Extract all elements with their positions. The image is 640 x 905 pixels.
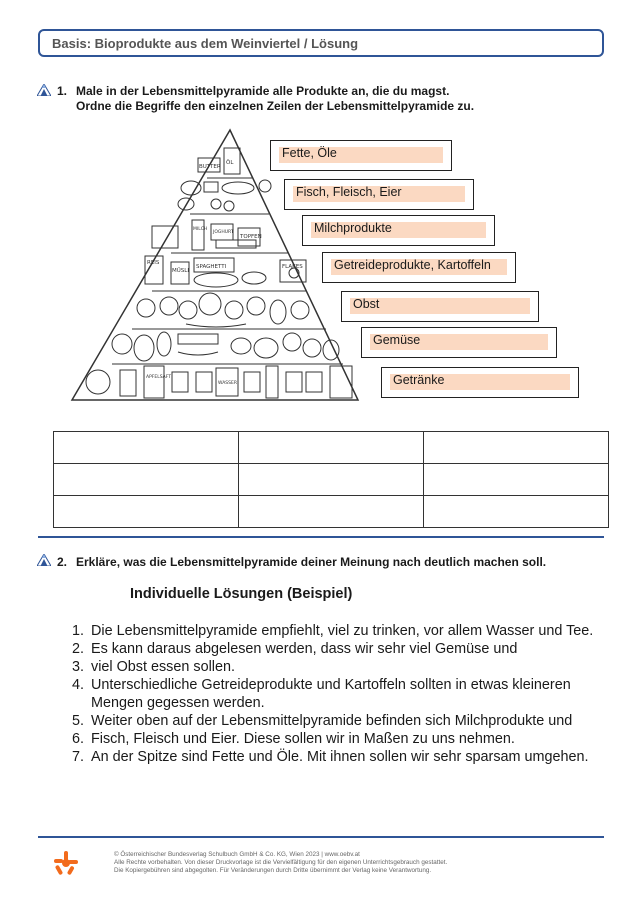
pyramid-label-grains xyxy=(322,252,516,283)
task1-number: 1. xyxy=(57,84,68,98)
triangle-level-icon xyxy=(37,84,51,96)
pyramid-word: WASSER xyxy=(218,381,237,386)
solution-list xyxy=(72,622,612,766)
pyramid-word: MÜSLI xyxy=(172,268,189,274)
list-item: 2. Es kann daraus abgelesen werden, dass wir sehr viel Gemüse und xyxy=(72,641,518,657)
pyramid-label-text: Fette, Öle xyxy=(282,146,337,160)
answer-cell[interactable] xyxy=(54,432,239,464)
list-item: 4. Unterschiedliche Getreideprodukte und Kartoffeln sollten in etwas kleineren Mengen gegessen werden. xyxy=(72,677,571,711)
pyramid-word: TOPFEN xyxy=(240,234,262,240)
pyramid-label-text: Getränke xyxy=(393,373,445,387)
pyramid-label-drinks xyxy=(381,367,579,398)
task2-instruction: Erkläre, was die Lebensmittelpyramide deiner Meinung nach deutlich machen soll. xyxy=(76,555,547,569)
answer-cell[interactable] xyxy=(239,464,424,496)
pyramid-word: FLAKES xyxy=(282,264,303,270)
list-item: 1. Die Lebensmittelpyramide empfiehlt, viel zu trinken, vor allem Wasser und Tee. xyxy=(72,623,594,639)
answer-cell[interactable] xyxy=(54,464,239,496)
pyramid-word: SPAGHETTI xyxy=(196,264,227,270)
pyramid-label-fats xyxy=(270,140,452,171)
pyramid-word: ÖL xyxy=(226,160,234,166)
pyramid-label-meat xyxy=(284,179,474,210)
pyramid-word: APFELSAFT xyxy=(146,375,172,380)
task1-instruction-1: Male in der Lebensmittelpyramide alle Produkte an, die du magst. xyxy=(76,84,450,98)
task1-instruction-2: Ordne die Begriffe den einzelnen Zeilen der Lebensmittelpyramide zu. xyxy=(76,99,475,113)
answer-cell[interactable] xyxy=(424,464,609,496)
pyramid-label-text: Fisch, Fleisch, Eier xyxy=(296,185,402,199)
list-item: 3. viel Obst essen sollen. xyxy=(72,659,235,675)
list-item: 7. An der Spitze sind Fette und Öle. Mit ihnen sollen wir sehr sparsam umgehen. xyxy=(72,749,589,765)
pyramid-label-text: Getreideprodukte, Kartoffeln xyxy=(334,258,491,272)
pyramid-label-dairy xyxy=(302,215,495,246)
answer-grid xyxy=(53,431,609,528)
answer-cell[interactable] xyxy=(239,432,424,464)
pyramid-word: JOGHURT xyxy=(213,230,234,235)
answer-cell[interactable] xyxy=(424,432,609,464)
header-box xyxy=(38,29,604,57)
list-item: 6. Fisch, Fleisch und Eier. Diese sollen wir in Maßen zu uns nehmen. xyxy=(72,731,515,747)
pyramid-label-vegetables xyxy=(361,327,557,358)
pyramid-label-text: Gemüse xyxy=(373,333,421,347)
publisher-logo-icon xyxy=(54,851,78,875)
task2-number: 2. xyxy=(57,555,68,569)
pyramid-word: BUTTER xyxy=(199,164,221,170)
list-item: 5. Weiter oben auf der Lebensmittelpyramide befinden sich Milchprodukte und xyxy=(72,713,573,729)
copyright-notice: © Österreichischer Bundesverlag Schulbuch GmbH & Co. KG, Wien 2023 | www.oebv.at Alle Rechte vorbehalten. Von dieser Druckvorlage ist die Vervielfältigung für den eigenen Unterrichtsgebrauch gestattet. Die Kopiergebühren sind abgegolten. Für Veränderungen durch Dritte übernimmt der Verlag keine Verantwortung. xyxy=(114,851,448,874)
solution-heading: Individuelle Lösungen (Beispiel) xyxy=(130,586,353,602)
section-divider xyxy=(38,536,604,538)
triangle-level-icon xyxy=(37,554,51,566)
pyramid-label-fruit xyxy=(341,291,539,322)
pyramid-word: MILCH xyxy=(193,227,208,232)
pyramid-word: REIS xyxy=(147,260,160,266)
page-title: Basis: Bioprodukte aus dem Weinviertel / Lösung xyxy=(52,36,359,51)
pyramid-label-text: Obst xyxy=(353,297,380,311)
answer-cell[interactable] xyxy=(239,496,424,528)
footer-divider xyxy=(38,836,604,838)
pyramid-label-text: Milchprodukte xyxy=(314,221,392,235)
answer-cell[interactable] xyxy=(54,496,239,528)
answer-cell[interactable] xyxy=(424,496,609,528)
